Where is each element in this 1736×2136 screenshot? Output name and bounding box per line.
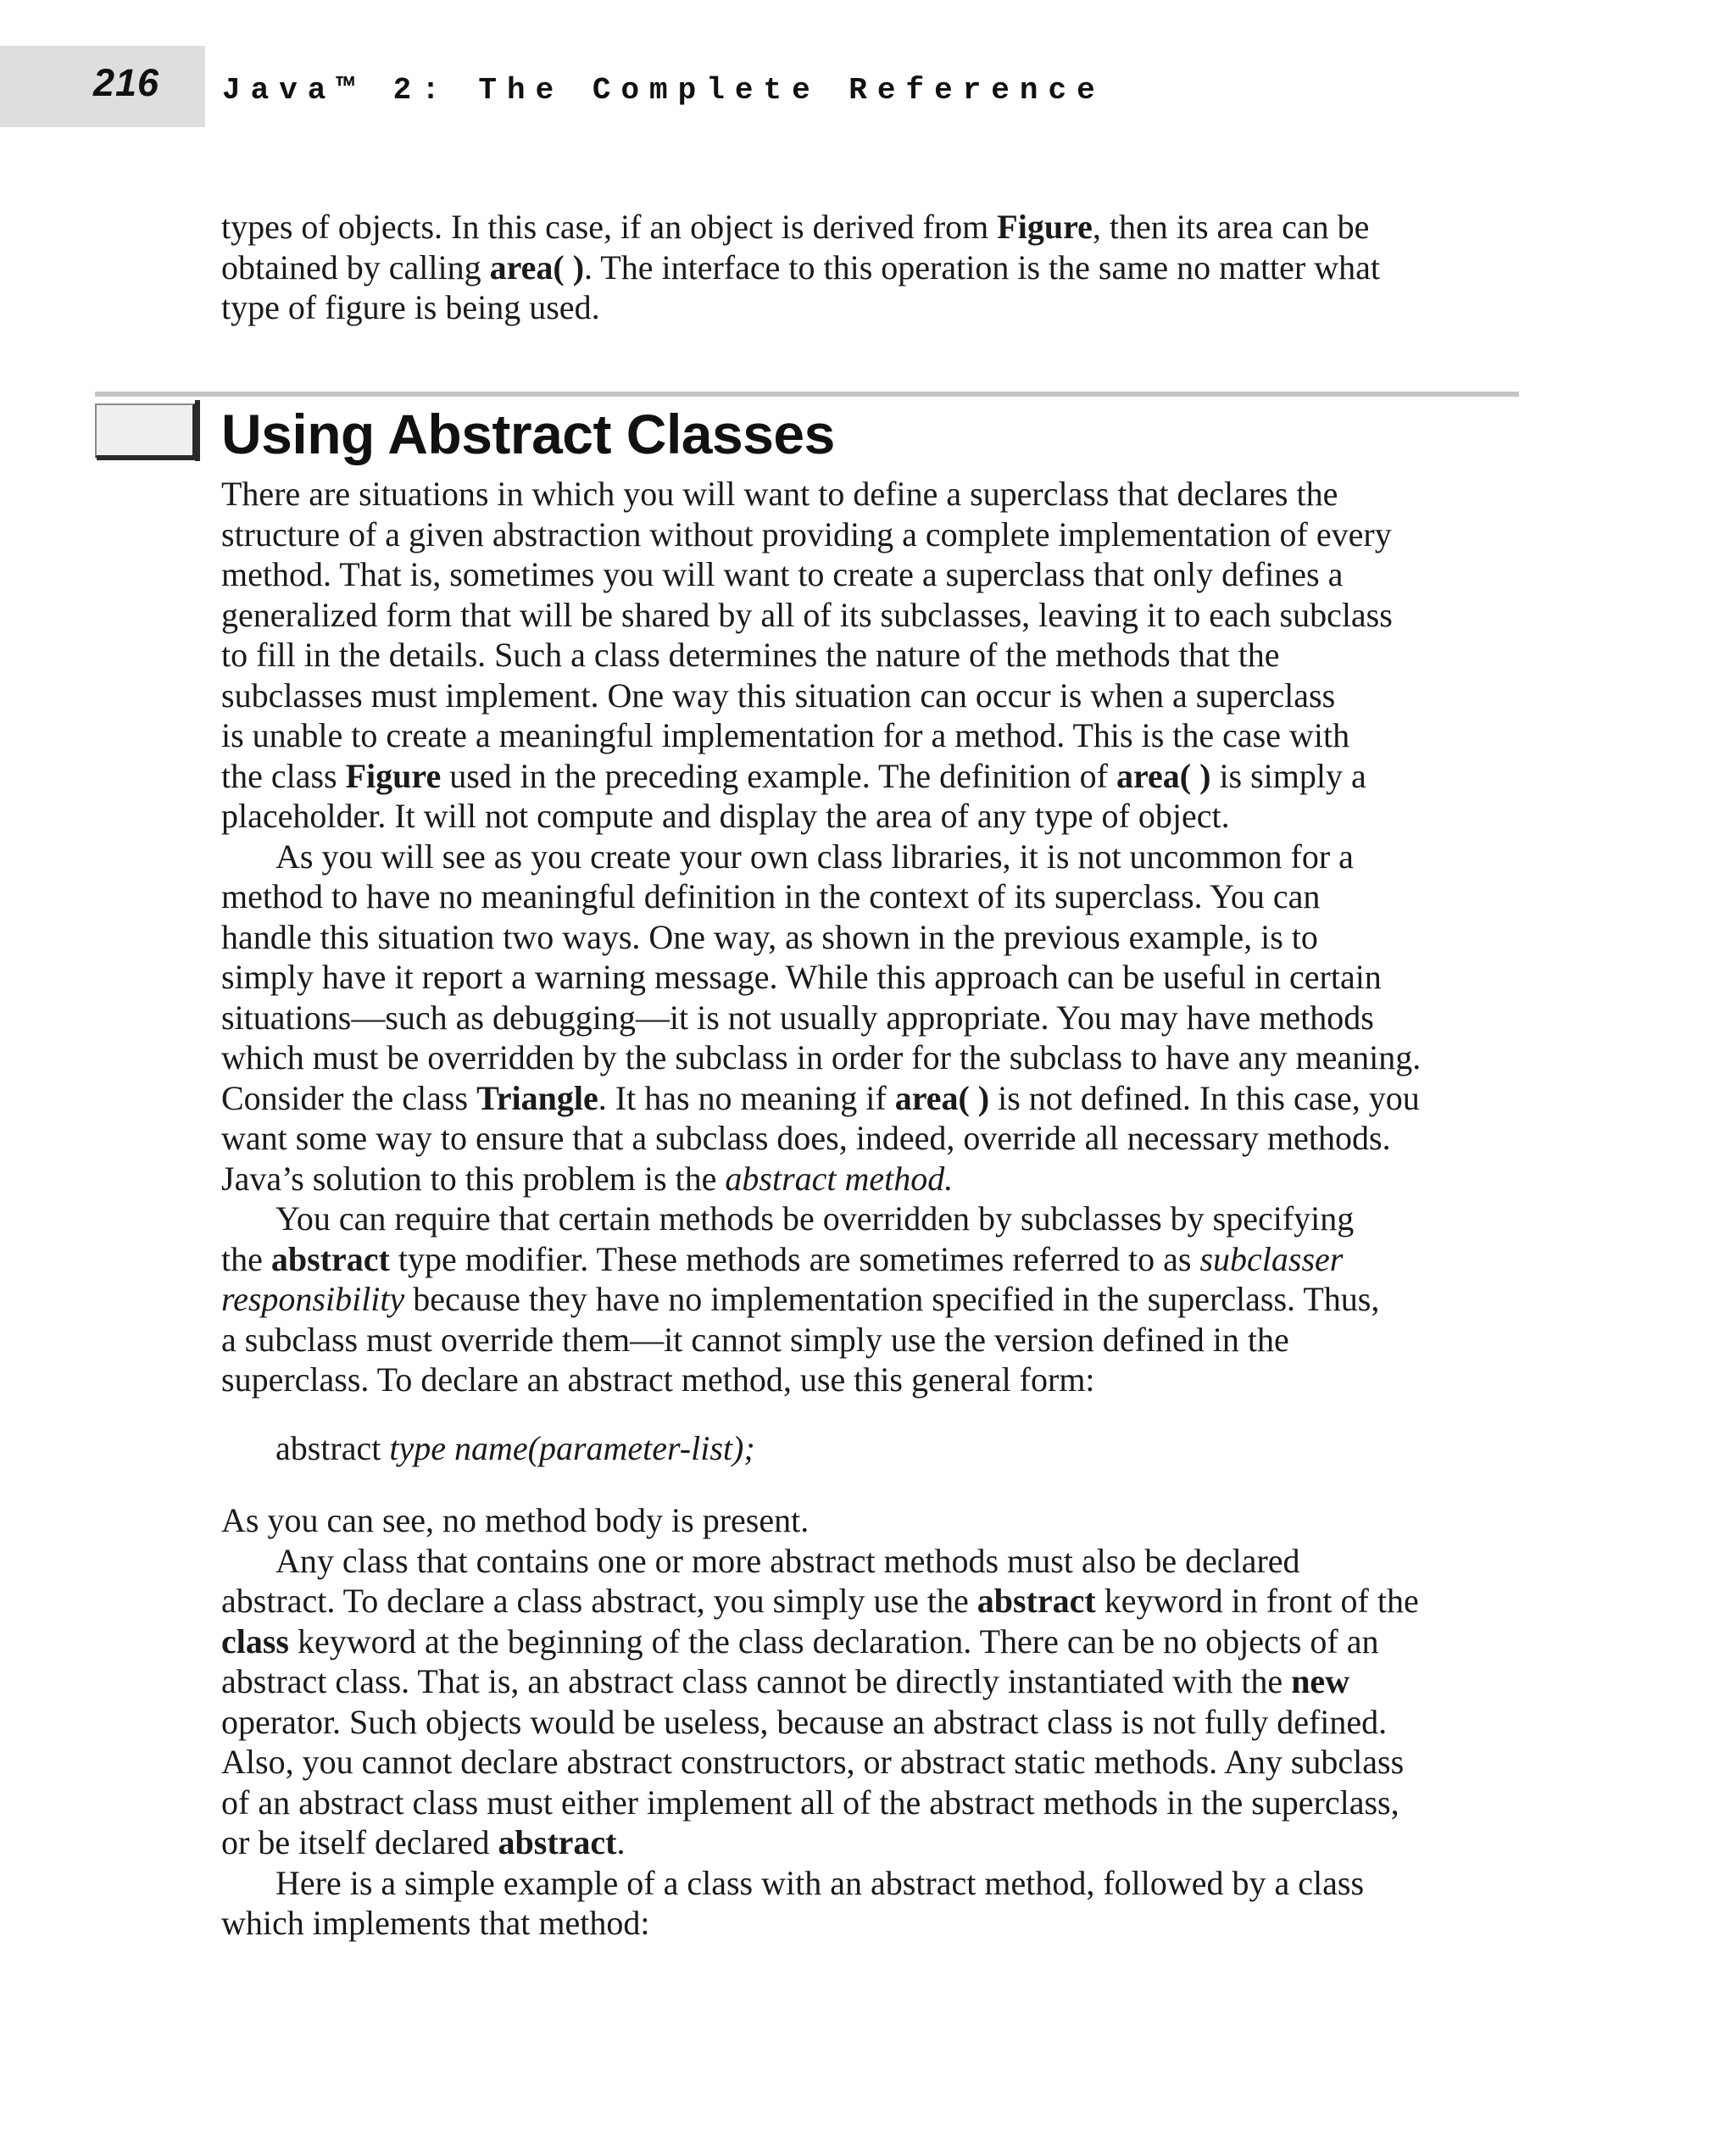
text-line: Any class that contains one or more abstract methods must also be declared <box>275 1541 1300 1580</box>
text-line: want some way to ensure that a subclass does, indeed, override all necessary methods. <box>221 1119 1391 1157</box>
text-line: There are situations in which you will want to define a superclass that declares the <box>221 475 1338 513</box>
section-heading: Using Abstract Classes <box>221 403 835 465</box>
text-line: method to have no meaningful definition in the context of its superclass. You can <box>221 877 1321 915</box>
section-rule <box>95 392 1519 397</box>
text-line: generalized form that will be shared by all of its subclasses, leaving it to each subclass <box>221 595 1393 634</box>
body-text <box>221 1500 1518 1944</box>
text-line: is unable to create a meaningful implementation for a method. This is the case with <box>221 716 1350 754</box>
text-line: obtained by calling area( ). The interface to this operation is the same no matter what <box>221 248 1380 286</box>
text-line: As you will see as you create your own class libraries, it is not uncommon for a <box>275 837 1354 876</box>
text-line: subclasses must implement. One way this situation can occur is when a superclass <box>221 676 1336 715</box>
text-line: responsibility because they have no implementation specified in the superclass. Thus, <box>221 1280 1380 1318</box>
text-line: types of objects. In this case, if an object is derived from Figure, then its area can be <box>221 208 1370 246</box>
text-line: operator. Such objects would be useless, because an abstract class is not fully defined. <box>221 1702 1388 1741</box>
text-line: superclass. To declare an abstract method, use this general form: <box>221 1360 1095 1399</box>
text-line: abstract class. That is, an abstract class cannot be directly instantiated with the new <box>221 1662 1350 1700</box>
text-line: type of figure is being used. <box>221 288 600 326</box>
text-line: abstract. To declare a class abstract, you simply use the abstract keyword in front of the <box>221 1582 1419 1620</box>
text-line: method. That is, sometimes you will want to create a superclass that only defines a <box>221 555 1344 593</box>
text-line: Also, you cannot declare abstract constructors, or abstract static methods. Any subclass <box>221 1743 1405 1781</box>
text-line: As you can see, no method body is present. <box>221 1501 810 1539</box>
text-line: a subclass must override them—it cannot simply use the version defined in the <box>221 1320 1289 1359</box>
text-line: or be itself declared abstract. <box>221 1823 626 1861</box>
text-line: You can require that certain methods be overridden by subclasses by specifying <box>275 1199 1355 1238</box>
text-line: of an abstract class must either implement all of the abstract methods in the superclass, <box>221 1783 1399 1822</box>
running-head: Java™ 2: The Complete Reference <box>222 73 1105 108</box>
page-number: 216 <box>93 61 160 104</box>
text-line: structure of a given abstraction without providing a complete implementation of every <box>221 515 1392 553</box>
text-line: simply have it report a warning message. While this approach can be useful in certain <box>221 958 1382 996</box>
text-line: the class Figure used in the preceding example. The definition of area( ) is simply a <box>221 756 1366 795</box>
text-line: class keyword at the beginning of the class declaration. There can be no objects of an <box>221 1621 1379 1660</box>
text-line: abstract type name(parameter-list); <box>275 1429 755 1467</box>
section-marker-box <box>95 403 195 458</box>
text-line: the abstract type modifier. These methods are sometimes referred to as subclasser <box>221 1239 1344 1278</box>
text-line: Here is a simple example of a class with an abstract method, followed by a class <box>275 1863 1365 1902</box>
intro-paragraph <box>221 207 1518 328</box>
text-line: Java’s solution to this problem is the abstract method. <box>221 1159 954 1198</box>
syntax-general-form <box>275 1428 1572 1469</box>
text-line: situations—such as debugging—it is not usually appropriate. You may have methods <box>221 998 1374 1037</box>
text-line: placeholder. It will not compute and display the area of any type of object. <box>221 797 1230 835</box>
section-marker-bar <box>195 400 200 461</box>
body-text <box>221 474 1518 1400</box>
text-line: handle this situation two ways. One way, as shown in the previous example, is to <box>221 917 1318 956</box>
text-line: Consider the class Triangle. It has no meaning if area( ) is not defined. In this case, you <box>221 1078 1420 1117</box>
text-line: which must be overridden by the subclass in order for the subclass to have any meaning. <box>221 1038 1422 1076</box>
text-line: which implements that method: <box>221 1904 650 1942</box>
text-line: to fill in the details. Such a class determines the nature of the methods that the <box>221 636 1280 674</box>
